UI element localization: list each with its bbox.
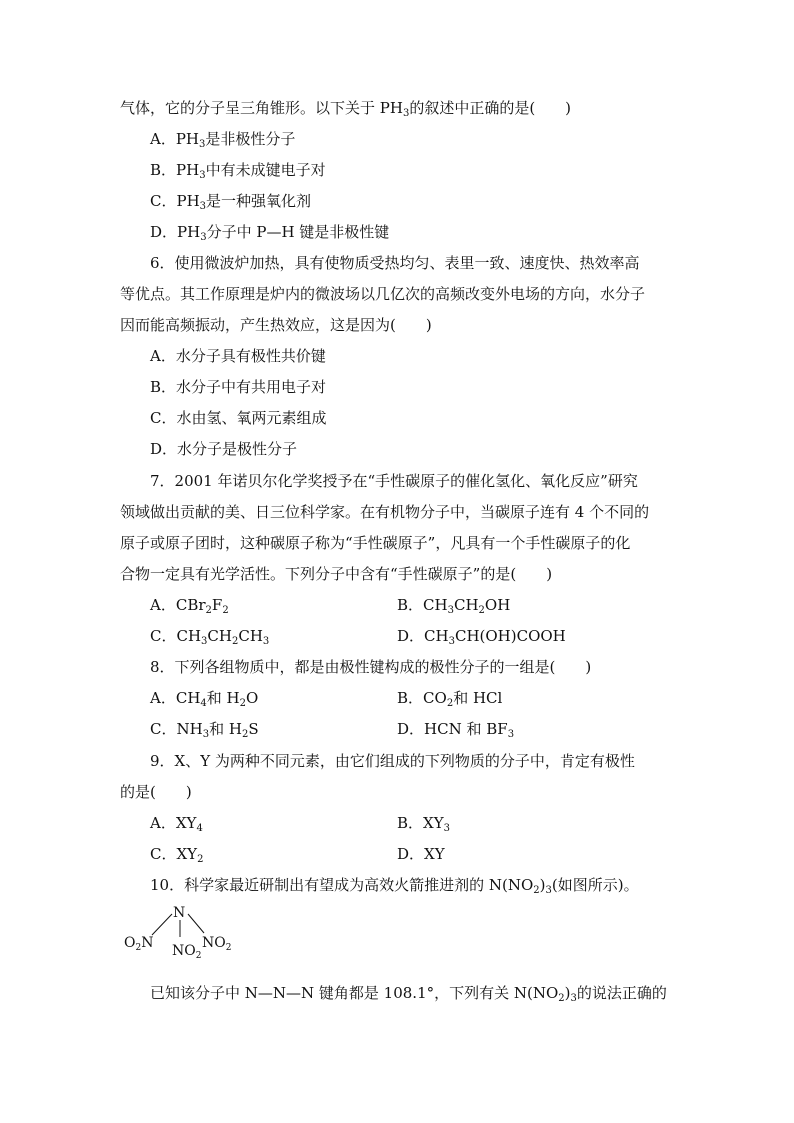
q7-option-a[interactable]: A．$CBr_2F_2$ (150, 596, 229, 616)
right-nitro-group-label: $NO_2$ (202, 935, 232, 953)
q6-stem-line-2: 等优点。其工作原理是炉内的微波场以几亿次的高频改变外电场的方向，水分子 (120, 285, 646, 303)
q6-option-a[interactable]: A．水分子具有极性共价键 (150, 347, 326, 365)
bond-right (188, 914, 204, 933)
q6-option-b[interactable]: B．水分子中有共用电子对 (150, 378, 327, 396)
q8-option-d[interactable]: D．HCN 和 $BF_3$ (397, 720, 515, 740)
central-nitrogen-label: N (173, 905, 186, 921)
q5-option-a[interactable]: A．$PH_3$是非极性分子 (150, 130, 296, 150)
q8-option-c[interactable]: C．$NH_3$和 $H_2S$ (150, 720, 259, 740)
q9-stem-line-1: 9．X、Y 为两种不同元素，由它们组成的下列物质的分子中，肯定有极性 (150, 752, 635, 770)
q8-options-row-1 (150, 688, 710, 708)
q7-option-c[interactable]: C．$CH_3CH_2CH_3$ (150, 627, 270, 647)
q7-options-row-2 (150, 626, 710, 646)
q9-option-d[interactable]: D．XY (397, 845, 445, 863)
q5-option-c[interactable]: C．$PH_3$是一种强氧化剂 (150, 192, 312, 212)
q7-option-b[interactable]: B．$CH_3CH_2OH$ (397, 596, 511, 616)
q7-option-d[interactable]: D．$CH_3CH(OH)COOH$ (397, 627, 566, 647)
q9-option-c[interactable]: C．$XY_2$ (150, 845, 204, 865)
q9-stem-line-2: 的是( ) (120, 783, 192, 801)
q9-option-b[interactable]: B．$XY_3$ (397, 814, 450, 834)
q7-stem-line-4: 合物一定具有光学活性。下列分子中含有“手性碳原子”的是( ) (120, 565, 553, 583)
q8-stem: 8．下列各组物质中，都是由极性键构成的极性分子的一组是( ) (150, 658, 592, 676)
q7-stem-line-3: 原子或原子团时，这种碳原子称为“手性碳原子”，凡具有一个手性碳原子的化 (120, 534, 631, 552)
question-5-stem-tail: 气体，它的分子呈三角锥形。以下关于 $PH_3$的叙述中正确的是( ) (120, 99, 572, 119)
q5-option-d[interactable]: D．$PH_3$分子中 P—H 键是非极性键 (150, 223, 390, 243)
left-nitro-group-label: $O_2N$ (124, 935, 154, 953)
q8-option-b[interactable]: B．$CO_2$和 HCl (397, 689, 503, 709)
q10-continuation: 已知该分子中 N—N—N 键角都是 108.1°，下列有关 $N(NO_2)_3$的说法正确的 (150, 984, 667, 1004)
q5-option-b[interactable]: B．$PH_3$中有未成键电子对 (150, 161, 326, 181)
bond-left (152, 914, 172, 935)
q6-option-c[interactable]: C．水由氢、氧两元素组成 (150, 409, 327, 427)
q6-stem-line-3: 因而能高频振动，产生热效应，这是因为( ) (120, 316, 432, 334)
q6-stem-line-1: 6．使用微波炉加热，具有使物质受热均匀、表里一致、速度快、热效率高 (150, 254, 640, 272)
q9-options-row-2 (150, 844, 710, 864)
q9-option-a[interactable]: A．$XY_4$ (150, 814, 203, 834)
q8-options-row-2 (150, 719, 710, 739)
q9-options-row-1 (150, 813, 710, 833)
q10-stem: 10．科学家最近研制出有望成为高效火箭推进剂的 $N(NO_2)_3$(如图所示)。 (150, 876, 639, 896)
q7-options-row-1 (150, 595, 710, 615)
q8-option-a[interactable]: A．$CH_4$和 $H_2O$ (150, 689, 259, 709)
trinitramide-structure-diagram (118, 903, 248, 969)
q6-option-d[interactable]: D．水分子是极性分子 (150, 440, 298, 458)
q7-stem-line-1: 7．2001 年诺贝尔化学奖授予在“手性碳原子的催化氢化、氧化反应”研究 (150, 472, 638, 490)
q7-stem-line-2: 领域做出贡献的美、日三位科学家。在有机物分子中，当碳原子连有 4 个不同的 (120, 503, 650, 521)
middle-nitro-group-label: $NO_2$ (172, 943, 202, 961)
